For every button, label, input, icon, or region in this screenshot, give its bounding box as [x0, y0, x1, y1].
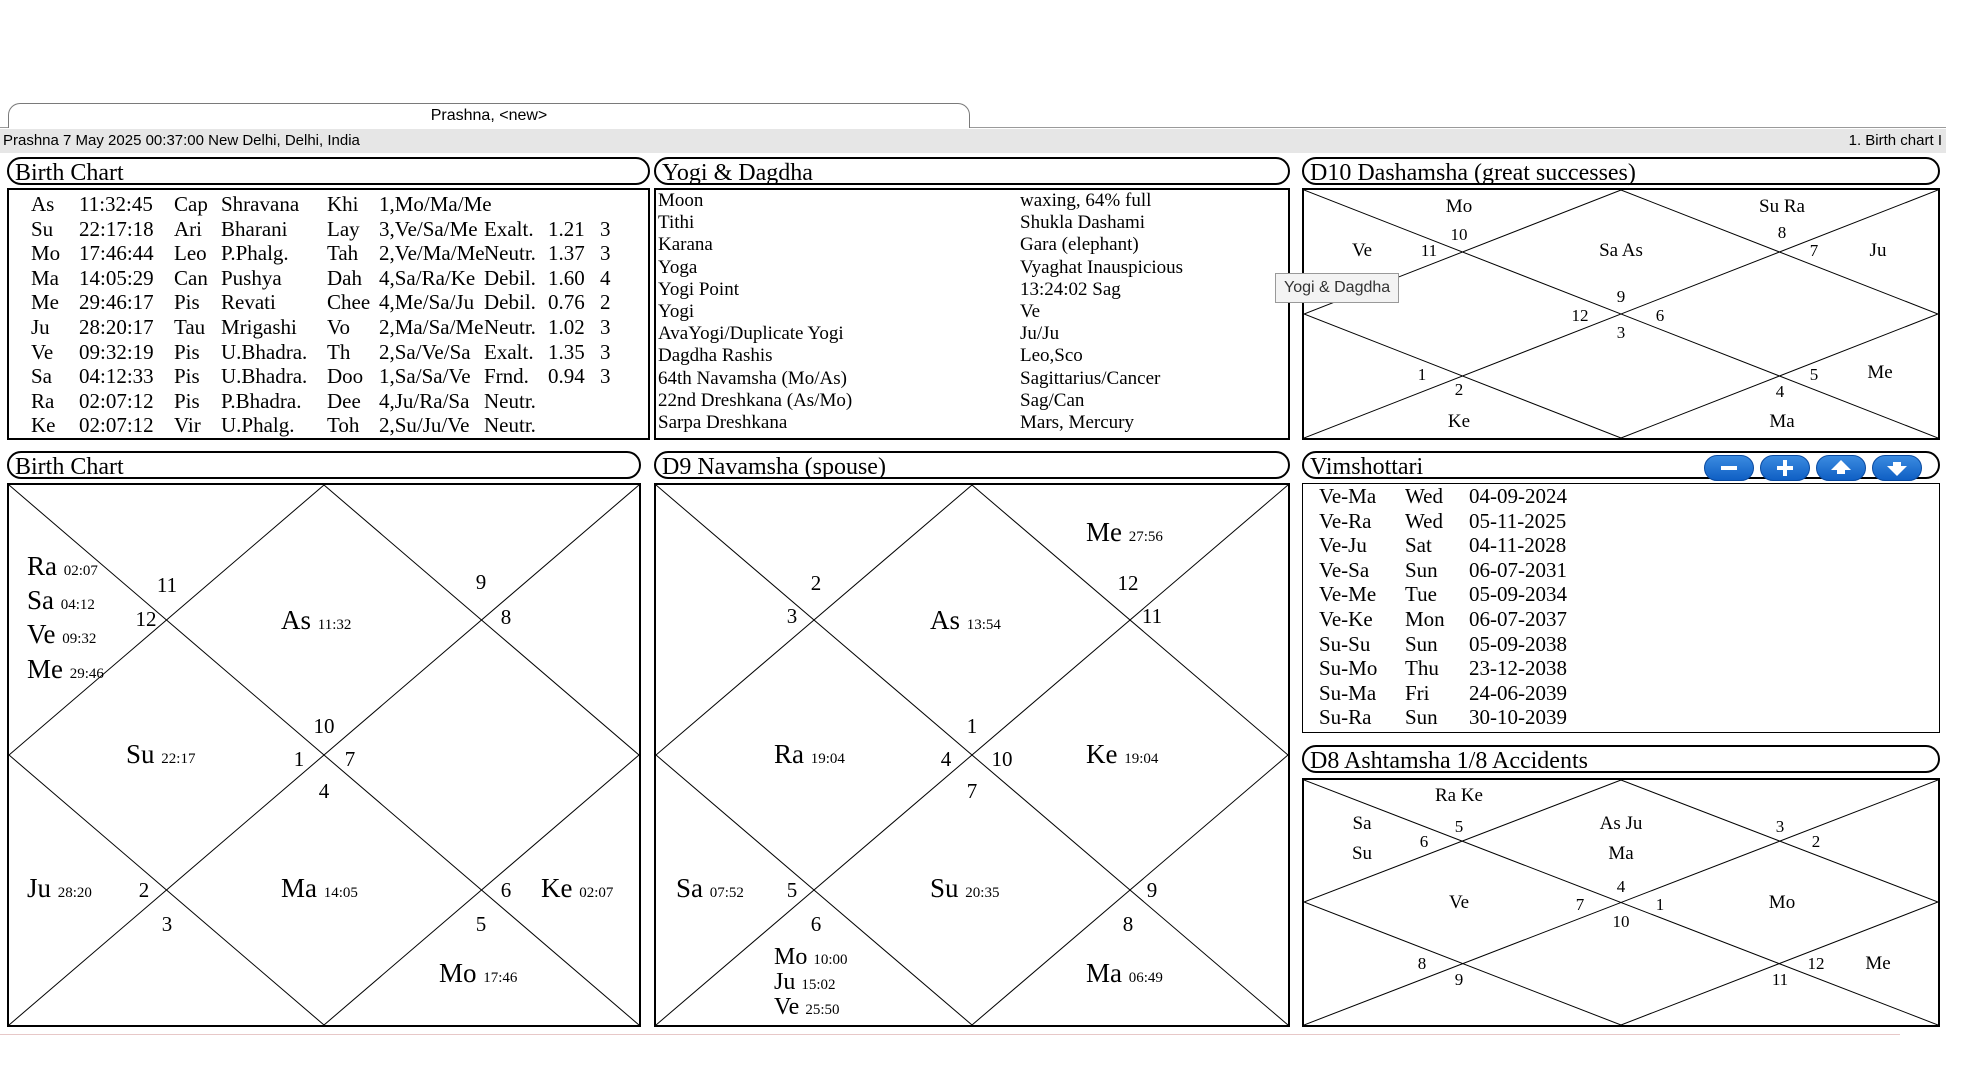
birth-table-cell: 1,Mo/Ma/Me [379, 192, 492, 216]
birth-table-cell: Debil. [484, 290, 536, 315]
rasi-sign: 5 [475, 912, 487, 936]
d8-sign: 6 [1419, 832, 1429, 851]
yogi-value: Vyaghat Inauspicious [1020, 256, 1184, 278]
birth-table-cell: 22:17:18 [79, 216, 154, 241]
birth-table-cell: Neutr. [484, 388, 536, 413]
birth-table-cell: 1,Sa/Sa/Ve [379, 364, 471, 389]
birth-table-cell: Pis [174, 364, 200, 389]
dasha-row[interactable] [1303, 509, 1939, 534]
vimshottari-table [1302, 483, 1940, 733]
d10-planet: Ve [1351, 240, 1373, 261]
yogi-value: Mars, Mercury [1020, 412, 1134, 433]
dasha-cell: 30-10-2039 [1469, 705, 1567, 730]
birth-table-cell: U.Bhadra. [221, 339, 308, 364]
birth-table-cell: 3 [600, 339, 611, 364]
dasha-cell: 24-06-2039 [1469, 680, 1567, 705]
dasha-row[interactable] [1303, 632, 1939, 657]
d8-sign: 1 [1655, 895, 1665, 914]
rasi-planet: Sa 04:12 [27, 585, 95, 615]
d9-chart [654, 483, 1290, 1027]
birth-table-cell: 28:20:17 [79, 315, 154, 339]
dasha-cell: 06-07-2037 [1469, 607, 1567, 631]
dasha-row[interactable] [1303, 705, 1939, 730]
dasha-cell: Sun [1405, 631, 1438, 656]
rasi-planet: Ke 02:07 [541, 873, 614, 903]
yogi-label: Sarpa Dreshkana [658, 412, 788, 433]
d10-planet: Su Ra [1759, 196, 1805, 217]
birth-table-cell: Pis [174, 388, 200, 413]
d8-planet: Mo [1768, 892, 1796, 913]
birth-table-row [9, 413, 648, 438]
birth-table-cell: Exalt. [484, 216, 534, 241]
d8-sign: 11 [1771, 970, 1789, 989]
d8-planet: As Ju [1599, 813, 1643, 834]
birth-table-cell: Mrigashi [221, 315, 297, 339]
birth-table-cell: Can [174, 265, 208, 290]
d9-sign: 10 [991, 747, 1013, 771]
d8-title: D8 Ashtamsha 1/8 Accidents [1302, 745, 1940, 773]
yogi-value: Leo,Sco [1020, 345, 1083, 367]
dasha-cell: Sun [1405, 557, 1438, 582]
birth-table-cell: Vo [327, 315, 350, 339]
birth-table-cell: 4 [600, 265, 611, 290]
d8-planet: Ve [1448, 892, 1470, 913]
d9-sign: 9 [1146, 878, 1158, 902]
d8-sign: 12 [1807, 954, 1825, 973]
dasha-cell: Thu [1405, 656, 1439, 681]
yogi-value: Sag/Can [1020, 389, 1085, 411]
birth-table-cell: 02:07:12 [79, 413, 154, 438]
rasi-planet: Ju 28:20 [27, 873, 92, 903]
yogi-row [656, 234, 1288, 256]
d9-sign: 4 [940, 747, 952, 771]
rasi-sign: 11 [156, 573, 178, 597]
yogi-value: Ve [1020, 301, 1041, 322]
yogi-label: Yogi [658, 301, 695, 322]
rasi-planet: Ma 14:05 [281, 873, 358, 903]
birth-table-row [9, 217, 648, 242]
birth-table-row [9, 340, 648, 365]
dasha-cell: Tue [1405, 582, 1437, 607]
birth-table-cell: Pis [174, 339, 200, 364]
chart-selector[interactable]: 1. Birth chart I [1848, 132, 1942, 149]
d9-planet: Ke 19:04 [1086, 739, 1159, 769]
d9-sign: 11 [1141, 604, 1163, 628]
dasha-cell: 23-12-2038 [1469, 656, 1567, 681]
birth-table-cell: Tah [327, 241, 359, 266]
chart-info: Prashna 7 May 2025 00:37:00 New Delhi, Delhi, India [3, 132, 360, 149]
info-bar [0, 129, 1946, 153]
rasi-sign: 7 [344, 747, 356, 771]
rasi-chart [7, 483, 641, 1027]
yogi-title: Yogi & Dagdha [654, 157, 1290, 185]
birth-table-cell: 3 [600, 241, 611, 266]
dasha-cell: Ve-Ra [1319, 508, 1372, 533]
d10-planet: Me [1867, 362, 1893, 383]
birth-table-cell: Sa [31, 364, 52, 389]
d9-planet: As 13:54 [930, 605, 1001, 635]
yogi-value: Gara (elephant) [1020, 234, 1139, 256]
tooltip: Yogi & Dagdha [1275, 273, 1399, 303]
d8-sign: 4 [1616, 877, 1626, 896]
dasha-up-button[interactable] [1816, 455, 1866, 481]
yogi-value: 13:24:02 Sag [1020, 278, 1121, 300]
d8-planet: Sa [1352, 813, 1372, 834]
birth-table-row [9, 266, 648, 291]
birth-table-cell: 3 [600, 315, 611, 339]
birth-table-cell: 0.76 [548, 290, 585, 315]
dasha-cell: 05-09-2038 [1469, 631, 1567, 656]
d10-planet: Sa As [1599, 240, 1643, 261]
birth-table-cell: P.Bhadra. [221, 388, 302, 413]
yogi-label: 64th Navamsha (Mo/As) [658, 367, 847, 389]
rasi-sign: 6 [500, 878, 512, 902]
dasha-plus-button[interactable] [1760, 455, 1810, 481]
birth-table-row [9, 192, 648, 217]
birth-table-cell: Th [327, 339, 351, 364]
d10-chart [1302, 188, 1940, 440]
rasi-sign: 3 [161, 912, 173, 936]
yogi-table [654, 188, 1290, 440]
yogi-row [656, 390, 1288, 412]
d10-sign: 8 [1777, 223, 1787, 242]
birth-table-cell: 4,Ju/Ra/Sa [379, 388, 470, 413]
d10-sign: 9 [1616, 287, 1626, 306]
rasi-sign: 10 [313, 714, 335, 738]
birth-table-cell: 4,Me/Sa/Ju [379, 290, 475, 315]
birth-table-cell: 2,Sa/Ve/Sa [379, 339, 471, 364]
d9-planet: Mo 10:00 [774, 944, 848, 970]
birth-table-row [9, 315, 648, 340]
birth-table-cell: Ma [31, 265, 59, 290]
birth-table-cell: Ke [31, 413, 56, 438]
dasha-cell: 04-11-2028 [1469, 533, 1567, 558]
dasha-cell: Wed [1405, 508, 1443, 533]
birth-table-cell: 1.37 [548, 241, 585, 266]
tab-label: Prashna, <new> [430, 107, 548, 124]
dasha-cell: Su-Su [1319, 631, 1371, 656]
d9-planet: Ra 19:04 [774, 739, 845, 769]
d10-sign: 5 [1809, 365, 1819, 384]
birth-table-cell: 2,Ma/Sa/Me [379, 315, 484, 339]
d8-sign: 9 [1454, 970, 1464, 989]
d8-planet: Me [1865, 953, 1891, 974]
birth-table-cell: 17:46:44 [79, 241, 154, 266]
birth-table-cell: Frnd. [484, 364, 529, 389]
birth-table-cell: 3 [600, 216, 611, 241]
d10-title: D10 Dashamsha (great successes) [1302, 157, 1940, 185]
d8-chart-svg [1304, 780, 1938, 1025]
birth-table-cell: P.Phalg. [221, 241, 289, 266]
birth-table-cell: U.Bhadra. [221, 364, 308, 389]
dasha-cell: 04-09-2024 [1469, 484, 1567, 508]
d10-sign: 7 [1809, 241, 1819, 260]
dasha-cell: Wed [1405, 484, 1443, 508]
d9-planet: Ma 06:49 [1086, 958, 1163, 988]
d9-sign: 1 [966, 714, 978, 738]
d8-sign: 7 [1575, 895, 1585, 914]
d10-sign: 10 [1450, 225, 1468, 244]
d8-planet: Ra Ke [1434, 785, 1484, 806]
d8-sign: 8 [1417, 954, 1427, 973]
d10-sign: 3 [1616, 323, 1626, 342]
birth-table-title: Birth Chart [7, 157, 650, 185]
rasi-planet: Mo 17:46 [439, 958, 518, 988]
yogi-label: Dagdha Rashis [658, 345, 773, 367]
d10-planet: Ke [1447, 411, 1471, 432]
yogi-row [656, 345, 1288, 367]
minus-icon [1718, 459, 1740, 477]
dasha-cell: Su-Ra [1319, 705, 1372, 730]
rasi-planet: Ra 02:07 [27, 551, 98, 581]
birth-table-cell: 1.02 [548, 315, 585, 339]
birth-table-cell: 2 [600, 290, 611, 315]
birth-table-cell: Dee [327, 388, 361, 413]
d8-chart [1302, 778, 1940, 1027]
dasha-row[interactable] [1303, 533, 1939, 558]
dasha-cell: Su-Ma [1319, 680, 1377, 705]
dasha-cell: Sun [1405, 705, 1438, 730]
d9-sign: 8 [1122, 912, 1134, 936]
yogi-row [656, 412, 1288, 434]
birth-table-cell: Dah [327, 265, 362, 290]
birth-table-cell: Debil. [484, 265, 536, 290]
rasi-sign: 9 [475, 570, 487, 594]
birth-table-row [9, 290, 648, 315]
rasi-sign: 2 [138, 878, 150, 902]
d8-planet: Ma [1608, 843, 1634, 864]
dasha-cell: 05-11-2025 [1469, 508, 1567, 533]
dasha-row[interactable] [1303, 484, 1939, 509]
birth-table-cell: 29:46:17 [79, 290, 154, 315]
yogi-label: Yoga [658, 256, 698, 278]
yogi-row [656, 190, 1288, 212]
d10-sign: 2 [1454, 380, 1464, 399]
yogi-label: Karana [658, 234, 713, 256]
dasha-minus-button[interactable] [1704, 455, 1754, 481]
birth-table-cell: 4,Sa/Ra/Ke [379, 265, 476, 290]
birth-table-cell: 04:12:33 [79, 364, 154, 389]
d10-planet: Ma [1769, 411, 1795, 432]
birth-table-cell: Shravana [221, 192, 300, 216]
birth-table-cell: Exalt. [484, 339, 534, 364]
yogi-row [656, 212, 1288, 234]
birth-table-cell: Lay [327, 216, 360, 241]
birth-table-cell: Neutr. [484, 241, 536, 266]
dasha-cell: 06-07-2031 [1469, 557, 1567, 582]
birth-table-cell: Neutr. [484, 413, 536, 438]
rasi-sign: 12 [135, 607, 157, 631]
yogi-label: AvaYogi/Duplicate Yogi [658, 323, 844, 345]
dasha-cell: Ve-Sa [1319, 557, 1370, 582]
birth-table-cell: 14:05:29 [79, 265, 154, 290]
yogi-row [656, 279, 1288, 301]
dasha-cell: Ve-Ke [1319, 607, 1373, 631]
birth-table-cell: Bharani [221, 216, 288, 241]
birth-table-cell: 02:07:12 [79, 388, 154, 413]
birth-table-cell: 2,Su/Ju/Ve [379, 413, 470, 438]
d10-sign: 4 [1775, 382, 1785, 401]
birth-table-cell: 0.94 [548, 364, 585, 389]
birth-table-cell: Neutr. [484, 315, 536, 339]
birth-table-cell: Leo [174, 241, 207, 266]
dasha-row[interactable] [1303, 607, 1939, 632]
yogi-label: Tithi [658, 212, 695, 234]
d10-sign: 12 [1571, 306, 1589, 325]
dasha-cell: Sat [1405, 533, 1432, 558]
birth-table [7, 188, 650, 440]
d9-planet: Sa 07:52 [676, 873, 744, 903]
birth-table-cell: Chee [327, 290, 371, 315]
yogi-label: Moon [658, 190, 704, 211]
d9-sign: 5 [786, 878, 798, 902]
d9-sign: 7 [966, 779, 978, 803]
birth-table-cell: 1.35 [548, 339, 585, 364]
rasi-planet: As 11:32 [281, 605, 352, 635]
birth-table-cell: Tau [174, 315, 206, 339]
birth-table-cell: Pis [174, 290, 200, 315]
birth-table-cell: U.Phalg. [221, 413, 295, 438]
dasha-cell: Su-Mo [1319, 656, 1378, 681]
plus-icon [1774, 459, 1796, 477]
dasha-row[interactable] [1303, 558, 1939, 583]
yogi-value: waxing, 64% full [1020, 190, 1152, 211]
birth-table-row [9, 241, 648, 266]
d8-sign: 10 [1612, 912, 1630, 931]
yogi-row [656, 257, 1288, 279]
d9-planet: Me 27:56 [1086, 517, 1163, 547]
birth-table-cell: Cap [174, 192, 208, 216]
birth-table-cell: Mo [31, 241, 61, 266]
birth-table-cell: 3 [600, 364, 611, 389]
dasha-row[interactable] [1303, 656, 1939, 681]
yogi-value: Shukla Dashami [1020, 212, 1146, 234]
rasi-planet: Su 22:17 [126, 739, 196, 769]
yogi-label: 22nd Dreshkana (As/Mo) [658, 389, 853, 411]
rasi-sign: 1 [293, 747, 305, 771]
d9-sign: 6 [810, 912, 822, 936]
d8-sign: 5 [1454, 817, 1464, 836]
d10-sign: 1 [1417, 365, 1427, 384]
birth-table-cell: 09:32:19 [79, 339, 154, 364]
birth-table-cell: 11:32:45 [79, 192, 153, 216]
birth-table-cell: Pushya [221, 265, 282, 290]
rasi-chart-svg [9, 485, 639, 1025]
d9-sign: 12 [1117, 571, 1139, 595]
birth-table-cell: 2,Ve/Ma/Me [379, 241, 485, 266]
tab-prashna[interactable] [8, 103, 970, 128]
rasi-planet: Ve 09:32 [27, 619, 97, 649]
birth-table-cell: Ju [31, 315, 50, 339]
birth-table-cell: As [31, 192, 55, 216]
birth-table-cell: Ari [174, 216, 202, 241]
rasi-sign: 8 [500, 605, 512, 629]
d10-sign: 11 [1420, 241, 1438, 260]
arrow-up-icon [1830, 459, 1852, 477]
birth-table-cell: 1.60 [548, 265, 585, 290]
dasha-down-button[interactable] [1872, 455, 1922, 481]
arrow-down-icon [1886, 459, 1908, 477]
dasha-cell: Fri [1405, 680, 1430, 705]
vimshottari-title: Vimshottari [1302, 451, 1940, 479]
yogi-value: Ju/Ju [1020, 323, 1060, 345]
rasi-sign: 4 [318, 779, 330, 803]
dasha-cell: 05-09-2034 [1469, 582, 1567, 607]
birth-table-cell: Vir [174, 413, 201, 438]
birth-table-cell: Ra [31, 388, 55, 413]
dasha-row[interactable] [1303, 681, 1939, 706]
birth-table-cell: Revati [221, 290, 276, 315]
yogi-row [656, 301, 1288, 323]
rasi-title: Birth Chart [7, 451, 641, 479]
yogi-row [656, 323, 1288, 345]
birth-table-cell: Su [31, 216, 54, 241]
rasi-planet: Me 29:46 [27, 654, 104, 684]
birth-table-row [9, 364, 648, 389]
dasha-cell: Mon [1405, 607, 1445, 631]
d9-sign: 2 [810, 571, 822, 595]
birth-table-cell: Ve [31, 339, 54, 364]
d8-sign: 3 [1775, 817, 1785, 836]
divider [0, 1034, 1900, 1035]
d10-chart-svg [1304, 190, 1938, 438]
yogi-row [656, 368, 1288, 390]
d9-planet: Su 20:35 [930, 873, 1000, 903]
d10-sign: 6 [1655, 306, 1665, 325]
d10-planet: Mo [1445, 196, 1473, 217]
yogi-value: Sagittarius/Cancer [1020, 367, 1161, 389]
birth-table-cell: Khi [327, 192, 359, 216]
dasha-cell: Ve-Ju [1319, 533, 1367, 558]
d9-sign: 3 [786, 604, 798, 628]
birth-table-cell: Toh [327, 413, 360, 438]
dasha-cell: Ve-Me [1319, 582, 1377, 607]
yogi-label: Yogi Point [658, 278, 739, 300]
dasha-cell: Ve-Ma [1319, 484, 1377, 508]
birth-table-row [9, 389, 648, 414]
d9-title: D9 Navamsha (spouse) [654, 451, 1290, 479]
d10-planet: Ju [1869, 240, 1887, 261]
dasha-row[interactable] [1303, 582, 1939, 607]
birth-table-cell: 1.21 [548, 216, 585, 241]
d9-chart-svg [656, 485, 1288, 1025]
d8-sign: 2 [1811, 832, 1821, 851]
birth-table-cell: Me [31, 290, 59, 315]
d8-planet: Su [1351, 843, 1373, 864]
d9-planet: Ju 15:02 [774, 969, 836, 995]
d9-planet: Ve 25:50 [774, 994, 840, 1020]
birth-table-cell: 3,Ve/Sa/Me [379, 216, 478, 241]
birth-table-cell: Doo [327, 364, 364, 389]
